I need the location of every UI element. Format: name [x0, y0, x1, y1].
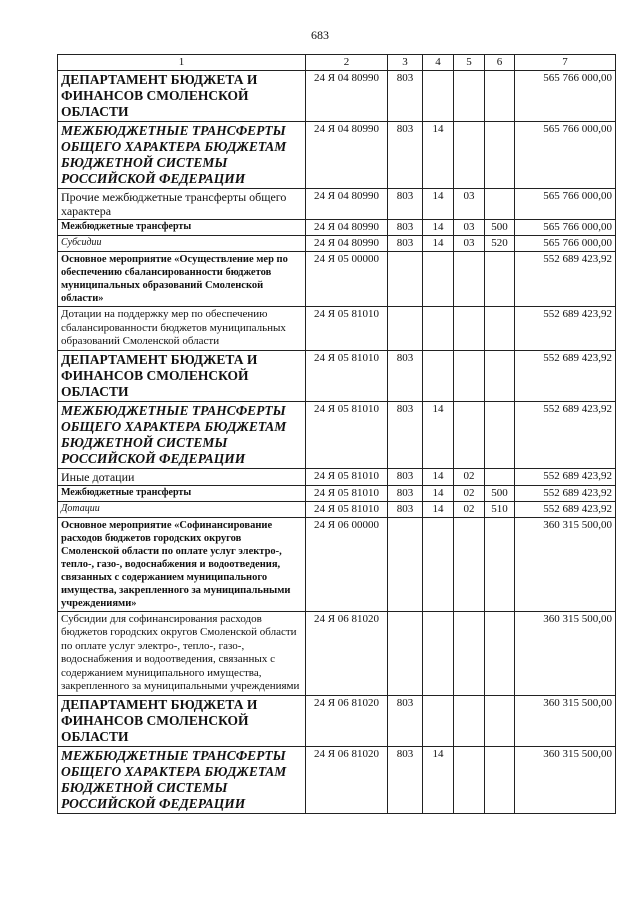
expense-type-cell	[485, 252, 515, 307]
section-code-cell: 14	[423, 189, 454, 220]
table-row	[58, 746, 616, 813]
table-row	[58, 350, 616, 401]
item-name-cell: Прочие межбюджетные трансферты общего характера	[58, 189, 306, 220]
item-name-cell: Основное мероприятие «Осуществление мер по обеспечению сбалансированности бюджетов муниципальных образований Смоленской области»	[58, 252, 306, 307]
expense-type-cell	[485, 468, 515, 485]
target-code-cell: 24 Я 05 81010	[306, 350, 388, 401]
amount-cell: 552 689 423,92	[515, 485, 616, 501]
amount-cell: 565 766 000,00	[515, 220, 616, 236]
target-code-cell: 24 Я 05 00000	[306, 252, 388, 307]
expense-type-cell: 520	[485, 236, 515, 252]
expense-type-cell: 500	[485, 485, 515, 501]
table-row	[58, 307, 616, 351]
section-code-cell: 14	[423, 122, 454, 189]
item-name-cell: Межбюджетные трансферты	[58, 485, 306, 501]
header-cell: 4	[423, 55, 454, 71]
target-code-cell: 24 Я 04 80990	[306, 122, 388, 189]
header-cell: 6	[485, 55, 515, 71]
amount-cell: 552 689 423,92	[515, 401, 616, 468]
item-name-cell: МЕЖБЮДЖЕТНЫЕ ТРАНСФЕРТЫ ОБЩЕГО ХАРАКТЕРА БЮДЖЕТАМ БЮДЖЕТНОЙ СИСТЕМЫ РОССИЙСКОЙ ФЕДЕРАЦИИ	[58, 746, 306, 813]
subsection-code-cell	[454, 350, 485, 401]
table-header-row	[58, 55, 616, 71]
header-cell: 7	[515, 55, 616, 71]
item-name-cell: ДЕПАРТАМЕНТ БЮДЖЕТА И ФИНАНСОВ СМОЛЕНСКОЙ ОБЛАСТИ	[58, 350, 306, 401]
amount-cell: 552 689 423,92	[515, 307, 616, 351]
section-code-cell: 14	[423, 236, 454, 252]
expense-type-cell: 500	[485, 220, 515, 236]
subsection-code-cell	[454, 252, 485, 307]
expense-type-cell: 510	[485, 501, 515, 517]
department-code-cell	[388, 517, 423, 611]
department-code-cell	[388, 307, 423, 351]
item-name-cell: Основное мероприятие «Софинансирование расходов бюджетов городских округов Смоленской области по оплате услуг электро-, тепло-, газо-, водоснабжения и водоотведения, связанных с содержанием муниципального имущества, закрепленного за муниципальными учреждениями»	[58, 517, 306, 611]
amount-cell: 360 315 500,00	[515, 746, 616, 813]
table-row	[58, 122, 616, 189]
expense-type-cell	[485, 189, 515, 220]
header-cell: 5	[454, 55, 485, 71]
amount-cell: 565 766 000,00	[515, 71, 616, 122]
item-name-cell: Дотации на поддержку мер по обеспечению сбалансированности бюджетов муниципальных образований Смоленской области	[58, 307, 306, 351]
section-code-cell: 14	[423, 485, 454, 501]
section-code-cell	[423, 350, 454, 401]
department-code-cell: 803	[388, 122, 423, 189]
expense-type-cell	[485, 746, 515, 813]
department-code-cell: 803	[388, 71, 423, 122]
target-code-cell: 24 Я 05 81010	[306, 501, 388, 517]
department-code-cell: 803	[388, 401, 423, 468]
amount-cell: 565 766 000,00	[515, 122, 616, 189]
department-code-cell: 803	[388, 236, 423, 252]
item-name-cell: МЕЖБЮДЖЕТНЫЕ ТРАНСФЕРТЫ ОБЩЕГО ХАРАКТЕРА БЮДЖЕТАМ БЮДЖЕТНОЙ СИСТЕМЫ РОССИЙСКОЙ ФЕДЕРАЦИИ	[58, 122, 306, 189]
table-row	[58, 236, 616, 252]
amount-cell: 360 315 500,00	[515, 517, 616, 611]
table-row	[58, 517, 616, 611]
item-name-cell: Межбюджетные трансферты	[58, 220, 306, 236]
department-code-cell: 803	[388, 485, 423, 501]
department-code-cell: 803	[388, 350, 423, 401]
expense-type-cell	[485, 350, 515, 401]
department-code-cell: 803	[388, 468, 423, 485]
target-code-cell: 24 Я 06 81020	[306, 695, 388, 746]
section-code-cell	[423, 517, 454, 611]
table-row	[58, 220, 616, 236]
expense-type-cell	[485, 122, 515, 189]
section-code-cell: 14	[423, 501, 454, 517]
item-name-cell: Дотации	[58, 501, 306, 517]
table-row	[58, 71, 616, 122]
subsection-code-cell	[454, 122, 485, 189]
target-code-cell: 24 Я 05 81010	[306, 307, 388, 351]
section-code-cell: 14	[423, 746, 454, 813]
department-code-cell: 803	[388, 189, 423, 220]
subsection-code-cell: 02	[454, 501, 485, 517]
item-name-cell: ДЕПАРТАМЕНТ БЮДЖЕТА И ФИНАНСОВ СМОЛЕНСКОЙ ОБЛАСТИ	[58, 71, 306, 122]
section-code-cell	[423, 307, 454, 351]
target-code-cell: 24 Я 04 80990	[306, 71, 388, 122]
amount-cell: 360 315 500,00	[515, 611, 616, 695]
subsection-code-cell	[454, 695, 485, 746]
item-name-cell: Иные дотации	[58, 468, 306, 485]
subsection-code-cell	[454, 611, 485, 695]
section-code-cell	[423, 695, 454, 746]
amount-cell: 552 689 423,92	[515, 252, 616, 307]
expense-type-cell	[485, 401, 515, 468]
page-number: 683	[311, 28, 329, 42]
target-code-cell: 24 Я 05 81010	[306, 401, 388, 468]
header-cell: 3	[388, 55, 423, 71]
amount-cell: 552 689 423,92	[515, 350, 616, 401]
subsection-code-cell: 03	[454, 220, 485, 236]
subsection-code-cell: 03	[454, 236, 485, 252]
section-code-cell: 14	[423, 401, 454, 468]
department-code-cell	[388, 611, 423, 695]
section-code-cell	[423, 611, 454, 695]
expense-type-cell	[485, 71, 515, 122]
amount-cell: 552 689 423,92	[515, 468, 616, 485]
subsection-code-cell: 02	[454, 468, 485, 485]
table-row	[58, 401, 616, 468]
amount-cell: 552 689 423,92	[515, 501, 616, 517]
item-name-cell: ДЕПАРТАМЕНТ БЮДЖЕТА И ФИНАНСОВ СМОЛЕНСКОЙ ОБЛАСТИ	[58, 695, 306, 746]
expense-type-cell	[485, 611, 515, 695]
expense-type-cell	[485, 695, 515, 746]
header-cell: 1	[58, 55, 306, 71]
subsection-code-cell: 02	[454, 485, 485, 501]
table-row	[58, 252, 616, 307]
budget-table	[57, 54, 616, 814]
amount-cell: 360 315 500,00	[515, 695, 616, 746]
amount-cell: 565 766 000,00	[515, 189, 616, 220]
subsection-code-cell	[454, 746, 485, 813]
target-code-cell: 24 Я 04 80990	[306, 236, 388, 252]
expense-type-cell	[485, 517, 515, 611]
subsection-code-cell	[454, 71, 485, 122]
department-code-cell: 803	[388, 695, 423, 746]
header-cell: 2	[306, 55, 388, 71]
subsection-code-cell: 03	[454, 189, 485, 220]
target-code-cell: 24 Я 05 81010	[306, 468, 388, 485]
section-code-cell: 14	[423, 220, 454, 236]
table-row	[58, 695, 616, 746]
table-row	[58, 485, 616, 501]
target-code-cell: 24 Я 05 81010	[306, 485, 388, 501]
amount-cell: 565 766 000,00	[515, 236, 616, 252]
target-code-cell: 24 Я 04 80990	[306, 189, 388, 220]
department-code-cell	[388, 252, 423, 307]
item-name-cell: Субсидии для софинансирования расходов бюджетов городских округов Смоленской области по оплате услуг электро-, тепло-, газо-, водоснабжения и водоотведения, связанных с содержанием муниципального имущества, закрепленного за муниципальными учреждениями	[58, 611, 306, 695]
department-code-cell: 803	[388, 220, 423, 236]
subsection-code-cell	[454, 307, 485, 351]
target-code-cell: 24 Я 06 81020	[306, 611, 388, 695]
subsection-code-cell	[454, 401, 485, 468]
table-row	[58, 468, 616, 485]
expense-type-cell	[485, 307, 515, 351]
department-code-cell: 803	[388, 501, 423, 517]
section-code-cell	[423, 252, 454, 307]
target-code-cell: 24 Я 06 81020	[306, 746, 388, 813]
section-code-cell: 14	[423, 468, 454, 485]
table-row	[58, 611, 616, 695]
item-name-cell: Субсидии	[58, 236, 306, 252]
subsection-code-cell	[454, 517, 485, 611]
section-code-cell	[423, 71, 454, 122]
item-name-cell: МЕЖБЮДЖЕТНЫЕ ТРАНСФЕРТЫ ОБЩЕГО ХАРАКТЕРА БЮДЖЕТАМ БЮДЖЕТНОЙ СИСТЕМЫ РОССИЙСКОЙ ФЕДЕРАЦИИ	[58, 401, 306, 468]
table-row	[58, 501, 616, 517]
target-code-cell: 24 Я 06 00000	[306, 517, 388, 611]
table-row	[58, 189, 616, 220]
department-code-cell: 803	[388, 746, 423, 813]
target-code-cell: 24 Я 04 80990	[306, 220, 388, 236]
